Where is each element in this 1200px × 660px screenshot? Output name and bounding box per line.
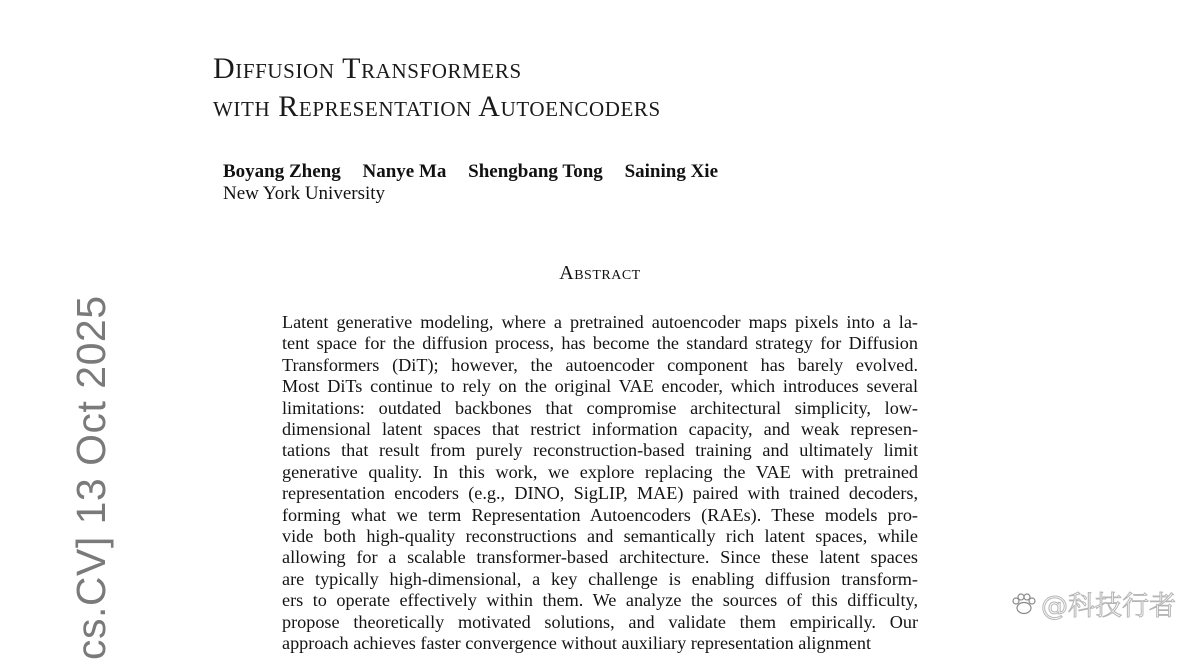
arxiv-stamp: cs.CV] 13 Oct 2025 [68,295,114,660]
abstract-line: Transformers (DiT); however, the autoencoder component has barely evolved. [282,354,918,375]
abstract-line: vide both high-quality reconstructions and semantically rich latent spaces, while [282,526,918,547]
abstract-heading: Abstract [559,262,641,284]
title-line-1: Diffusion Transformers [213,52,522,85]
abstract-line: ers to operate effectively within them. We analyze the sources of this difficulty, [282,590,918,611]
author-list [223,161,735,183]
abstract-line: generative quality. In this work, we explore replacing the VAE with pretrained [282,461,918,482]
abstract-line: allowing for a scalable transformer-based architecture. Since these latent spaces [282,547,918,568]
watermark-text: @科技行者 [1041,591,1176,622]
title-line-2: with Representation Autoencoders [213,90,661,123]
abstract-line: representation encoders (e.g., DINO, SigLIP, MAE) paired with trained decoders, [282,483,918,504]
abstract-line: limitations: outdated backbones that compromise architectural simplicity, low- [282,397,918,418]
watermark [1009,584,1176,623]
abstract-line: dimensional latent spaces that restrict information capacity, and weak represen- [282,419,918,440]
abstract-line: Latent generative modeling, where a pretrained autoencoder maps pixels into a la- [282,312,918,332]
author-name: Nanye Ma [362,161,447,182]
abstract-line: Most DiTs continue to rely on the original VAE encoder, which introduces several [282,376,918,397]
author-name: Saining Xie [624,161,719,182]
paw-logo-icon [1009,592,1039,616]
paper-title [213,50,661,126]
affiliation: New York University [223,183,386,204]
abstract-line: tations that result from purely reconstruction-based training and ultimately limit [282,440,918,461]
abstract-line: forming what we term Representation Autoencoders (RAEs). These models pro- [282,504,918,525]
abstract-body [282,312,918,655]
author-name: Boyang Zheng [223,161,341,182]
abstract-line: are typically high-dimensional, a key challenge is enabling diffusion transform- [282,568,918,589]
author-name: Shengbang Tong [468,161,603,182]
abstract-line: tent space for the diffusion process, has become the standard strategy for Diffusion [282,333,918,354]
abstract-line: propose theoretically motivated solutions, and validate them empirically. Our [282,611,918,632]
abstract-line: approach achieves faster convergence without auxiliary representation alignment [282,633,871,654]
